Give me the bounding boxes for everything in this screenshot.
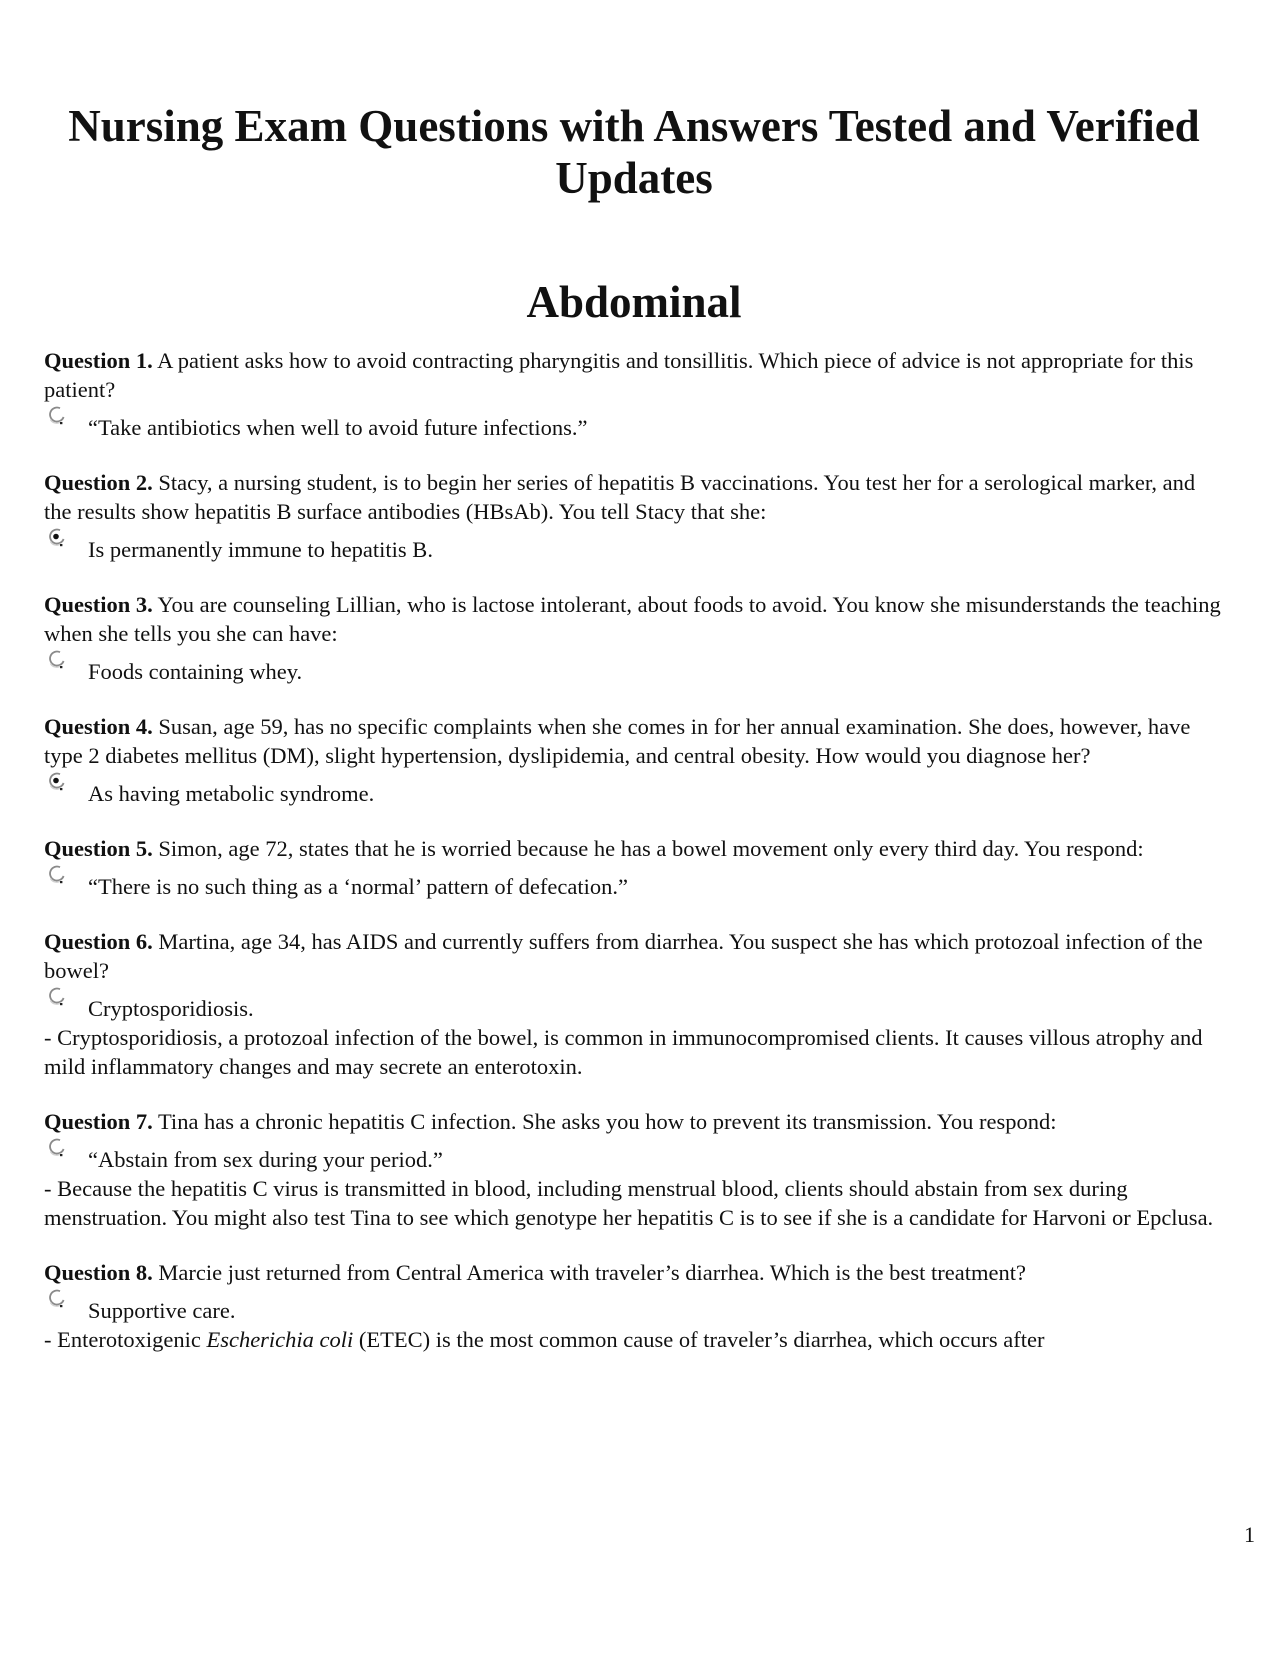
question-body: Stacy, a nursing student, is to begin her series of hepatitis B vaccinations. You test her for a serological marker, and the results show hepatitis B surface antibodies (HBsAb). You tell Stacy that she: bbox=[44, 470, 1196, 524]
document-title: Nursing Exam Questions with Answers Tested and Verified Updates bbox=[68, 101, 1200, 203]
question-label: Question 8. bbox=[44, 1260, 153, 1285]
question-body: Tina has a chronic hepatitis C infection. She asks you how to prevent its transmission. You respond: bbox=[152, 1109, 1057, 1134]
question-label: Question 6. bbox=[44, 929, 153, 954]
answer-text: “There is no such thing as a ‘normal’ pattern of defecation.” bbox=[88, 874, 628, 899]
answer-option[interactable] bbox=[44, 779, 1224, 808]
answer-explanation: - Because the hepatitis C virus is transmitted in blood, including menstrual blood, clients should abstain from sex during menstruation. You might also test Tina to see which genotype her hepatitis C is to see if she is a candidate for Harvoni or Epclusa. bbox=[44, 1176, 1214, 1230]
explanation-italic: Escherichia coli bbox=[206, 1327, 354, 1352]
radio-selected-icon[interactable] bbox=[46, 527, 68, 549]
question-text bbox=[44, 1107, 1224, 1136]
question-text bbox=[44, 590, 1224, 648]
question-body: Susan, age 59, has no specific complaints when she comes in for her annual examination. She does, however, have type 2 diabetes mellitus (DM), slight hypertension, dyslipidemia, and central obesity. How would you diagnose her? bbox=[44, 714, 1191, 768]
question-label: Question 5. bbox=[44, 836, 153, 861]
question-list bbox=[44, 346, 1224, 1380]
answer-text: Cryptosporidiosis. bbox=[88, 996, 254, 1021]
question-text bbox=[44, 346, 1224, 404]
question-label: Question 7. bbox=[44, 1109, 153, 1134]
radio-unselected-icon[interactable] bbox=[46, 864, 68, 886]
answer-option[interactable] bbox=[44, 1145, 1224, 1174]
question-item-1 bbox=[44, 346, 1224, 442]
answer-text: Is permanently immune to hepatitis B. bbox=[88, 537, 433, 562]
question-text bbox=[44, 1258, 1224, 1287]
answer-option[interactable] bbox=[44, 1296, 1224, 1325]
question-item-7 bbox=[44, 1107, 1224, 1232]
radio-unselected-icon[interactable] bbox=[46, 649, 68, 671]
section-heading: Abdominal bbox=[526, 277, 742, 327]
answer-option[interactable] bbox=[44, 657, 1224, 686]
question-label: Question 3. bbox=[44, 592, 153, 617]
radio-unselected-icon[interactable] bbox=[46, 1137, 68, 1159]
question-text bbox=[44, 834, 1224, 863]
question-body: Martina, age 34, has AIDS and currently suffers from diarrhea. You suspect she has which protozoal infection of the bowel? bbox=[44, 929, 1203, 983]
answer-option[interactable] bbox=[44, 535, 1224, 564]
radio-selected-icon[interactable] bbox=[46, 771, 68, 793]
page-number: 1 bbox=[1244, 1522, 1255, 1547]
question-item-5 bbox=[44, 834, 1224, 901]
question-item-2 bbox=[44, 468, 1224, 564]
explanation-text: - Enterotoxigenic bbox=[44, 1327, 207, 1352]
question-item-3 bbox=[44, 590, 1224, 686]
question-label: Question 2. bbox=[44, 470, 153, 495]
question-label: Question 4. bbox=[44, 714, 153, 739]
answer-explanation: - Cryptosporidiosis, a protozoal infection of the bowel, is common in immunocompromised clients. It causes villous atrophy and mild inflammatory changes and may secrete an enterotoxin. bbox=[44, 1025, 1203, 1079]
answer-text: Supportive care. bbox=[88, 1298, 236, 1323]
radio-unselected-icon[interactable] bbox=[46, 1288, 68, 1310]
answer-text: “Abstain from sex during your period.” bbox=[88, 1147, 443, 1172]
answer-option[interactable] bbox=[44, 994, 1224, 1023]
question-item-4 bbox=[44, 712, 1224, 808]
question-label: Question 1. bbox=[44, 348, 153, 373]
answer-text: As having metabolic syndrome. bbox=[88, 781, 375, 806]
question-body: A patient asks how to avoid contracting pharyngitis and tonsillitis. Which piece of advice is not appropriate for this patient? bbox=[44, 348, 1194, 402]
question-body: You are counseling Lillian, who is lactose intolerant, about foods to avoid. You know she misunderstands the teaching when she tells you she can have: bbox=[44, 592, 1221, 646]
answer-option[interactable] bbox=[44, 872, 1224, 901]
answer-text: “Take antibiotics when well to avoid future infections.” bbox=[88, 415, 588, 440]
answer-explanation bbox=[44, 1325, 1224, 1354]
question-text bbox=[44, 468, 1224, 526]
question-body: Marcie just returned from Central America with traveler’s diarrhea. Which is the best treatment? bbox=[152, 1260, 1026, 1285]
radio-unselected-icon[interactable] bbox=[46, 405, 68, 427]
question-body: Simon, age 72, states that he is worried because he has a bowel movement only every third day. You respond: bbox=[152, 836, 1144, 861]
question-item-8 bbox=[44, 1258, 1224, 1354]
radio-unselected-icon[interactable] bbox=[46, 986, 68, 1008]
question-text bbox=[44, 712, 1224, 770]
explanation-text: (ETEC) is the most common cause of traveler’s diarrhea, which occurs after bbox=[353, 1327, 1045, 1352]
question-item-6 bbox=[44, 927, 1224, 1081]
answer-text: Foods containing whey. bbox=[88, 659, 303, 684]
answer-option[interactable] bbox=[44, 413, 1224, 442]
question-text bbox=[44, 927, 1224, 985]
